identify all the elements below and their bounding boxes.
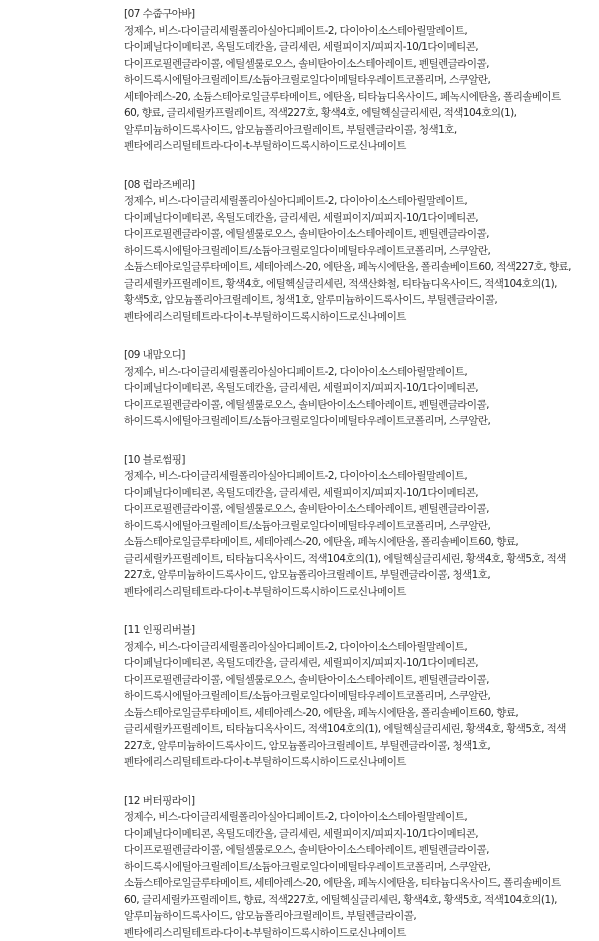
ingredient-section-08 (124, 177, 585, 326)
ingredient-line: 다이페닐다이메티콘, 옥틸도데칸올, 글리세린, 세릴피이지/피피지-10/1다이메티콘, (124, 39, 585, 56)
ingredient-line: 펜타에리스리틸테트라-다이-t-부틸하이드록시하이드로신나메이트 (124, 584, 585, 601)
section-title: [08 럽라즈베리] (124, 177, 585, 194)
ingredient-line: 60, 향료, 글리세릴카프릴레이트, 적색227호, 황색4호, 에틸헥실글리세린, 적색104호의(1), (124, 105, 585, 122)
ingredient-section-12 (124, 793, 585, 941)
ingredient-line: 다이프로필렌글라이콜, 에틸셀룰로오스, 솔비탄아이소스테아레이트, 펜틸렌글라이콜, (124, 501, 585, 518)
ingredient-line: 펜타에리스리틸테트라-다이-t-부틸하이드록시하이드로신나메이트 (124, 754, 585, 771)
ingredient-line: 다이페닐다이메티콘, 옥틸도데칸올, 글리세린, 세릴피이지/피피지-10/1다이메티콘, (124, 655, 585, 672)
ingredient-line: 다이페닐다이메티콘, 옥틸도데칸올, 글리세린, 세릴피이지/피피지-10/1다이메티콘, (124, 380, 585, 397)
ingredient-line: 다이프로필렌글라이콜, 에틸셀룰로오스, 솔비탄아이소스테아레이트, 펜틸렌글라이콜, (124, 397, 585, 414)
ingredient-line: 펜타에리스리틸테트라-다이-t-부틸하이드록시하이드로신나메이트 (124, 925, 585, 941)
ingredient-line: 하이드록시에틸아크릴레이트/소듐아크릴로일다이메틸타우레이트코폴리머, 스쿠알란, (124, 859, 585, 876)
ingredient-line: 다이프로필렌글라이콜, 에틸셀룰로오스, 솔비탄아이소스테아레이트, 펜틸렌글라이콜, (124, 226, 585, 243)
ingredient-line: 소듐스테아로일글루타메이트, 세테아레스-20, 에탄올, 페녹시에탄올, 폴리솔베이트60, 향료, (124, 534, 585, 551)
ingredient-line: 하이드록시에틸아크릴레이트/소듐아크릴로일다이메틸타우레이트코폴리머, 스쿠알란, (124, 72, 585, 89)
ingredient-line: 하이드록시에틸아크릴레이트/소듐아크릴로일다이메틸타우레이트코폴리머, 스쿠알란, (124, 518, 585, 535)
ingredient-line: 다이프로필렌글라이콜, 에틸셀룰로오스, 솔비탄아이소스테아레이트, 펜틸렌글라이콜, (124, 842, 585, 859)
ingredient-line: 글리세릴카프릴레이트, 티타늄디옥사이드, 적색104호의(1), 에틸헥실글리세린, 황색4호, 황색5호, 적색 (124, 551, 585, 568)
ingredient-line: 펜타에리스리틸테트라-다이-t-부틸하이드록시하이드로신나메이트 (124, 309, 585, 326)
section-title: [09 내맘오디] (124, 347, 585, 364)
ingredient-line: 60, 글리세릴카프릴레이트, 향료, 적색227호, 에틸헥실글리세린, 황색4호, 황색5호, 적색104호의(1), (124, 892, 585, 909)
ingredient-line: 정제수, 비스-다이글리세릴폴리아실아디페이트-2, 다이아이소스테아릴말레이트, (124, 468, 585, 485)
ingredient-line: 알루미늄하이드록사이드, 암모늄폴리아크릴레이트, 부틸렌글라이콜, 청색1호, (124, 122, 585, 139)
ingredient-line: 소듐스테아로일글루타메이트, 세테아레스-20, 에탄올, 페녹시에탄올, 폴리솔베이트60, 적색227호, 향료, (124, 259, 585, 276)
ingredient-line: 정제수, 비스-다이글리세릴폴리아실아디페이트-2, 다이아이소스테아릴말레이트, (124, 639, 585, 656)
ingredient-line: 하이드록시에틸아크릴레이트/소듐아크릴로일다이메틸타우레이트코폴리머, 스쿠알란, (124, 243, 585, 260)
ingredient-line: 알루미늄하이드록사이드, 암모늄폴리아크릴레이트, 부틸렌글라이콜, (124, 908, 585, 925)
ingredient-line: 정제수, 비스-다이글리세릴폴리아실아디페이트-2, 다이아이소스테아릴말레이트, (124, 23, 585, 40)
ingredient-line: 황색5호, 암모늄폴리아크릴레이트, 청색1호, 알루미늄하이드록사이드, 부틸렌글라이콜, (124, 292, 585, 309)
ingredient-section-09 (124, 347, 585, 430)
ingredient-line: 다이페닐다이메티콘, 옥틸도데칸올, 글리세린, 세릴피이지/피피지-10/1다이메티콘, (124, 210, 585, 227)
ingredient-section-11 (124, 622, 585, 771)
ingredient-line: 소듐스테아로일글루타메이트, 세테아레스-20, 에탄올, 페녹시에탄올, 티타늄디옥사이드, 폴리솔베이트 (124, 875, 585, 892)
ingredient-line: 정제수, 비스-다이글리세릴폴리아실아디페이트-2, 다이아이소스테아릴말레이트, (124, 193, 585, 210)
ingredient-section-10 (124, 452, 585, 601)
ingredient-line: 다이프로필렌글라이콜, 에틸셀룰로오스, 솔비탄아이소스테아레이트, 펜틸렌글라이콜, (124, 672, 585, 689)
section-title: [11 인핑리버블] (124, 622, 585, 639)
ingredient-line: 하이드록시에틸아크릴레이트/소듐아크릴로일다이메틸타우레이트코폴리머, 스쿠알란, (124, 413, 585, 430)
ingredient-line: 정제수, 비스-다이글리세릴폴리아실아디페이트-2, 다이아이소스테아릴말레이트, (124, 364, 585, 381)
ingredient-section-07 (124, 6, 585, 155)
section-title: [12 버터핑라이] (124, 793, 585, 810)
ingredient-line: 펜타에리스리틸테트라-다이-t-부틸하이드록시하이드로신나메이트 (124, 138, 585, 155)
ingredient-line: 소듐스테아로일글루타메이트, 세테아레스-20, 에탄올, 페녹시에탄올, 폴리솔베이트60, 향료, (124, 705, 585, 722)
ingredient-line: 다이프로필렌글라이콜, 에틸셀룰로오스, 솔비탄아이소스테아레이트, 펜틸렌글라이콜, (124, 56, 585, 73)
ingredient-line: 하이드록시에틸아크릴레이트/소듐아크릴로일다이메틸타우레이트코폴리머, 스쿠알란, (124, 688, 585, 705)
ingredient-line: 글리세릴카프릴레이트, 황색4호, 에틸헥실글리세린, 적색산화철, 티타늄디옥사이드, 적색104호의(1), (124, 276, 585, 293)
ingredient-line: 글리세릴카프릴레이트, 티타늄디옥사이드, 적색104호의(1), 에틸헥실글리세린, 황색4호, 황색5호, 적색 (124, 721, 585, 738)
ingredient-line: 227호, 알루미늄하이드록사이드, 암모늄폴리아크릴레이트, 부틸렌글라이콜, 청색1호, (124, 738, 585, 755)
ingredient-line: 정제수, 비스-다이글리세릴폴리아실아디페이트-2, 다이아이소스테아릴말레이트, (124, 809, 585, 826)
ingredient-line: 다이페닐다이메티콘, 옥틸도데칸올, 글리세린, 세릴피이지/피피지-10/1다이메티콘, (124, 826, 585, 843)
ingredient-line: 다이페닐다이메티콘, 옥틸도데칸올, 글리세린, 세릴피이지/피피지-10/1다이메티콘, (124, 485, 585, 502)
ingredient-line: 227호, 알루미늄하이드록사이드, 암모늄폴리아크릴레이트, 부틸렌글라이콜, 청색1호, (124, 567, 585, 584)
section-title: [07 수줍구아바] (124, 6, 585, 23)
ingredient-line: 세테아레스-20, 소듐스테아로일글루타메이트, 에탄올, 티타늄디옥사이드, 페녹시에탄올, 폴리솔베이트 (124, 89, 585, 106)
section-title: [10 블로썸핑] (124, 452, 585, 469)
